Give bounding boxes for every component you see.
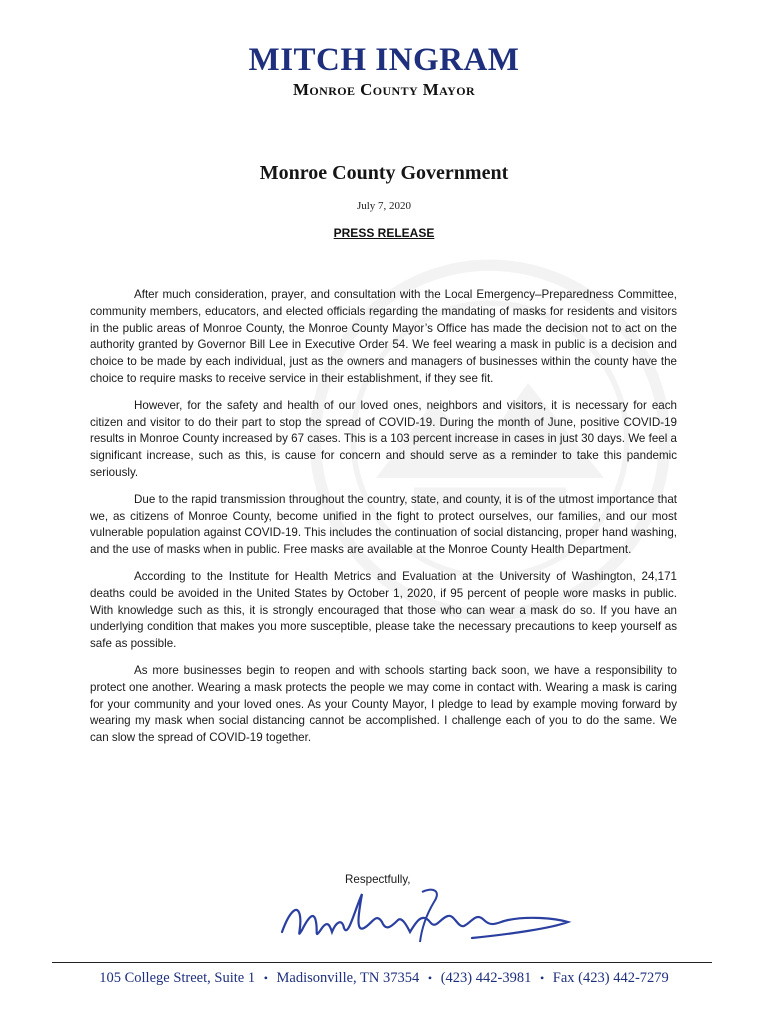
bullet-separator: • — [263, 971, 268, 985]
mayor-name: MITCH INGRAM — [248, 42, 520, 78]
footer-divider — [52, 962, 712, 963]
press-release-heading: PRESS RELEASE — [333, 226, 435, 240]
bullet-separator: • — [427, 971, 433, 985]
footer-address: 105 College Street, Suite 1 — [99, 970, 256, 986]
paragraph: Due to the rapid transmission throughout the country, state, and county, it is of the utmost importance that we, as citizens of Monroe County, become unified in the fight to protect ourselves, our families, and our most vulnerable population against COVID-19. This includes the continuation of social distancing, proper hand washing, and the use of masks when in public. Free masks are available at the Monroe County Health Department. — [90, 492, 677, 557]
paragraph: However, for the safety and health of our loved ones, neighbors and visitors, it is necessary for each citizen and visitor to do their part to stop the spread of COVID-19. During the month of June, positive COVID-19 results in Monroe County increased by 67 cases. This is a 103 percent increase in cases in just 30 days. We feel a significant increase, such as this, is cause for concern and should serve as a reminder to take this pandemic seriously. — [90, 398, 677, 479]
footer-city: Madisonville, TN 37354 — [276, 970, 420, 986]
letterhead-header — [0, 40, 768, 100]
footer-phone: (423) 442-3981 — [440, 970, 532, 986]
closing-text: Respectfully, — [345, 873, 411, 886]
paragraph: According to the Institute for Health Metrics and Evaluation at the University of Washington, 24,171 deaths could be avoided in the United States by October 1, 2020, if 95 percent of people wore masks in public. With knowledge such as this, it is strongly encouraged that those who can wear a mask do so. If you have an underlying condition that makes you more susceptible, please take the necessary precautions to keep yourself as safe as possible. — [90, 569, 677, 651]
letter-body — [90, 287, 677, 757]
paragraph: As more businesses begin to reopen and with schools starting back soon, we have a responsibility to protect one another. Wearing a mask protects the people we may come in contact with. Wearing a mask is caring for your community and your loved ones. As your County Mayor, I pledge to lead by example moving forward by wearing my mask when social distancing cannot be accomplished. I challenge each of you to do the same. We can slow the spread of COVID-19 together. — [90, 663, 677, 745]
release-date: July 7, 2020 — [356, 200, 412, 212]
footer-fax: Fax (423) 442-7279 — [552, 970, 669, 986]
signature-icon — [272, 882, 582, 952]
government-heading: Monroe County Government — [259, 162, 509, 184]
mayor-title: Monroe County Mayor — [292, 80, 476, 99]
footer-contact — [0, 970, 768, 987]
paragraph: After much consideration, prayer, and consultation with the Local Emergency–Preparedness Committee, community members, educators, and elected officials regarding the mandating of masks for residents and visitors in the public areas of Monroe County, the Monroe County Mayor’s Office has made the decision not to act on the authority granted by Governor Bill Lee in Executive Order 54. We feel wearing a mask in public is a decision and choice to be made by each individual, just as the owners and managers of businesses within the county have the choice to require masks to receive service in their establishment, if they see fit. — [90, 288, 677, 385]
bullet-separator: • — [539, 971, 545, 985]
